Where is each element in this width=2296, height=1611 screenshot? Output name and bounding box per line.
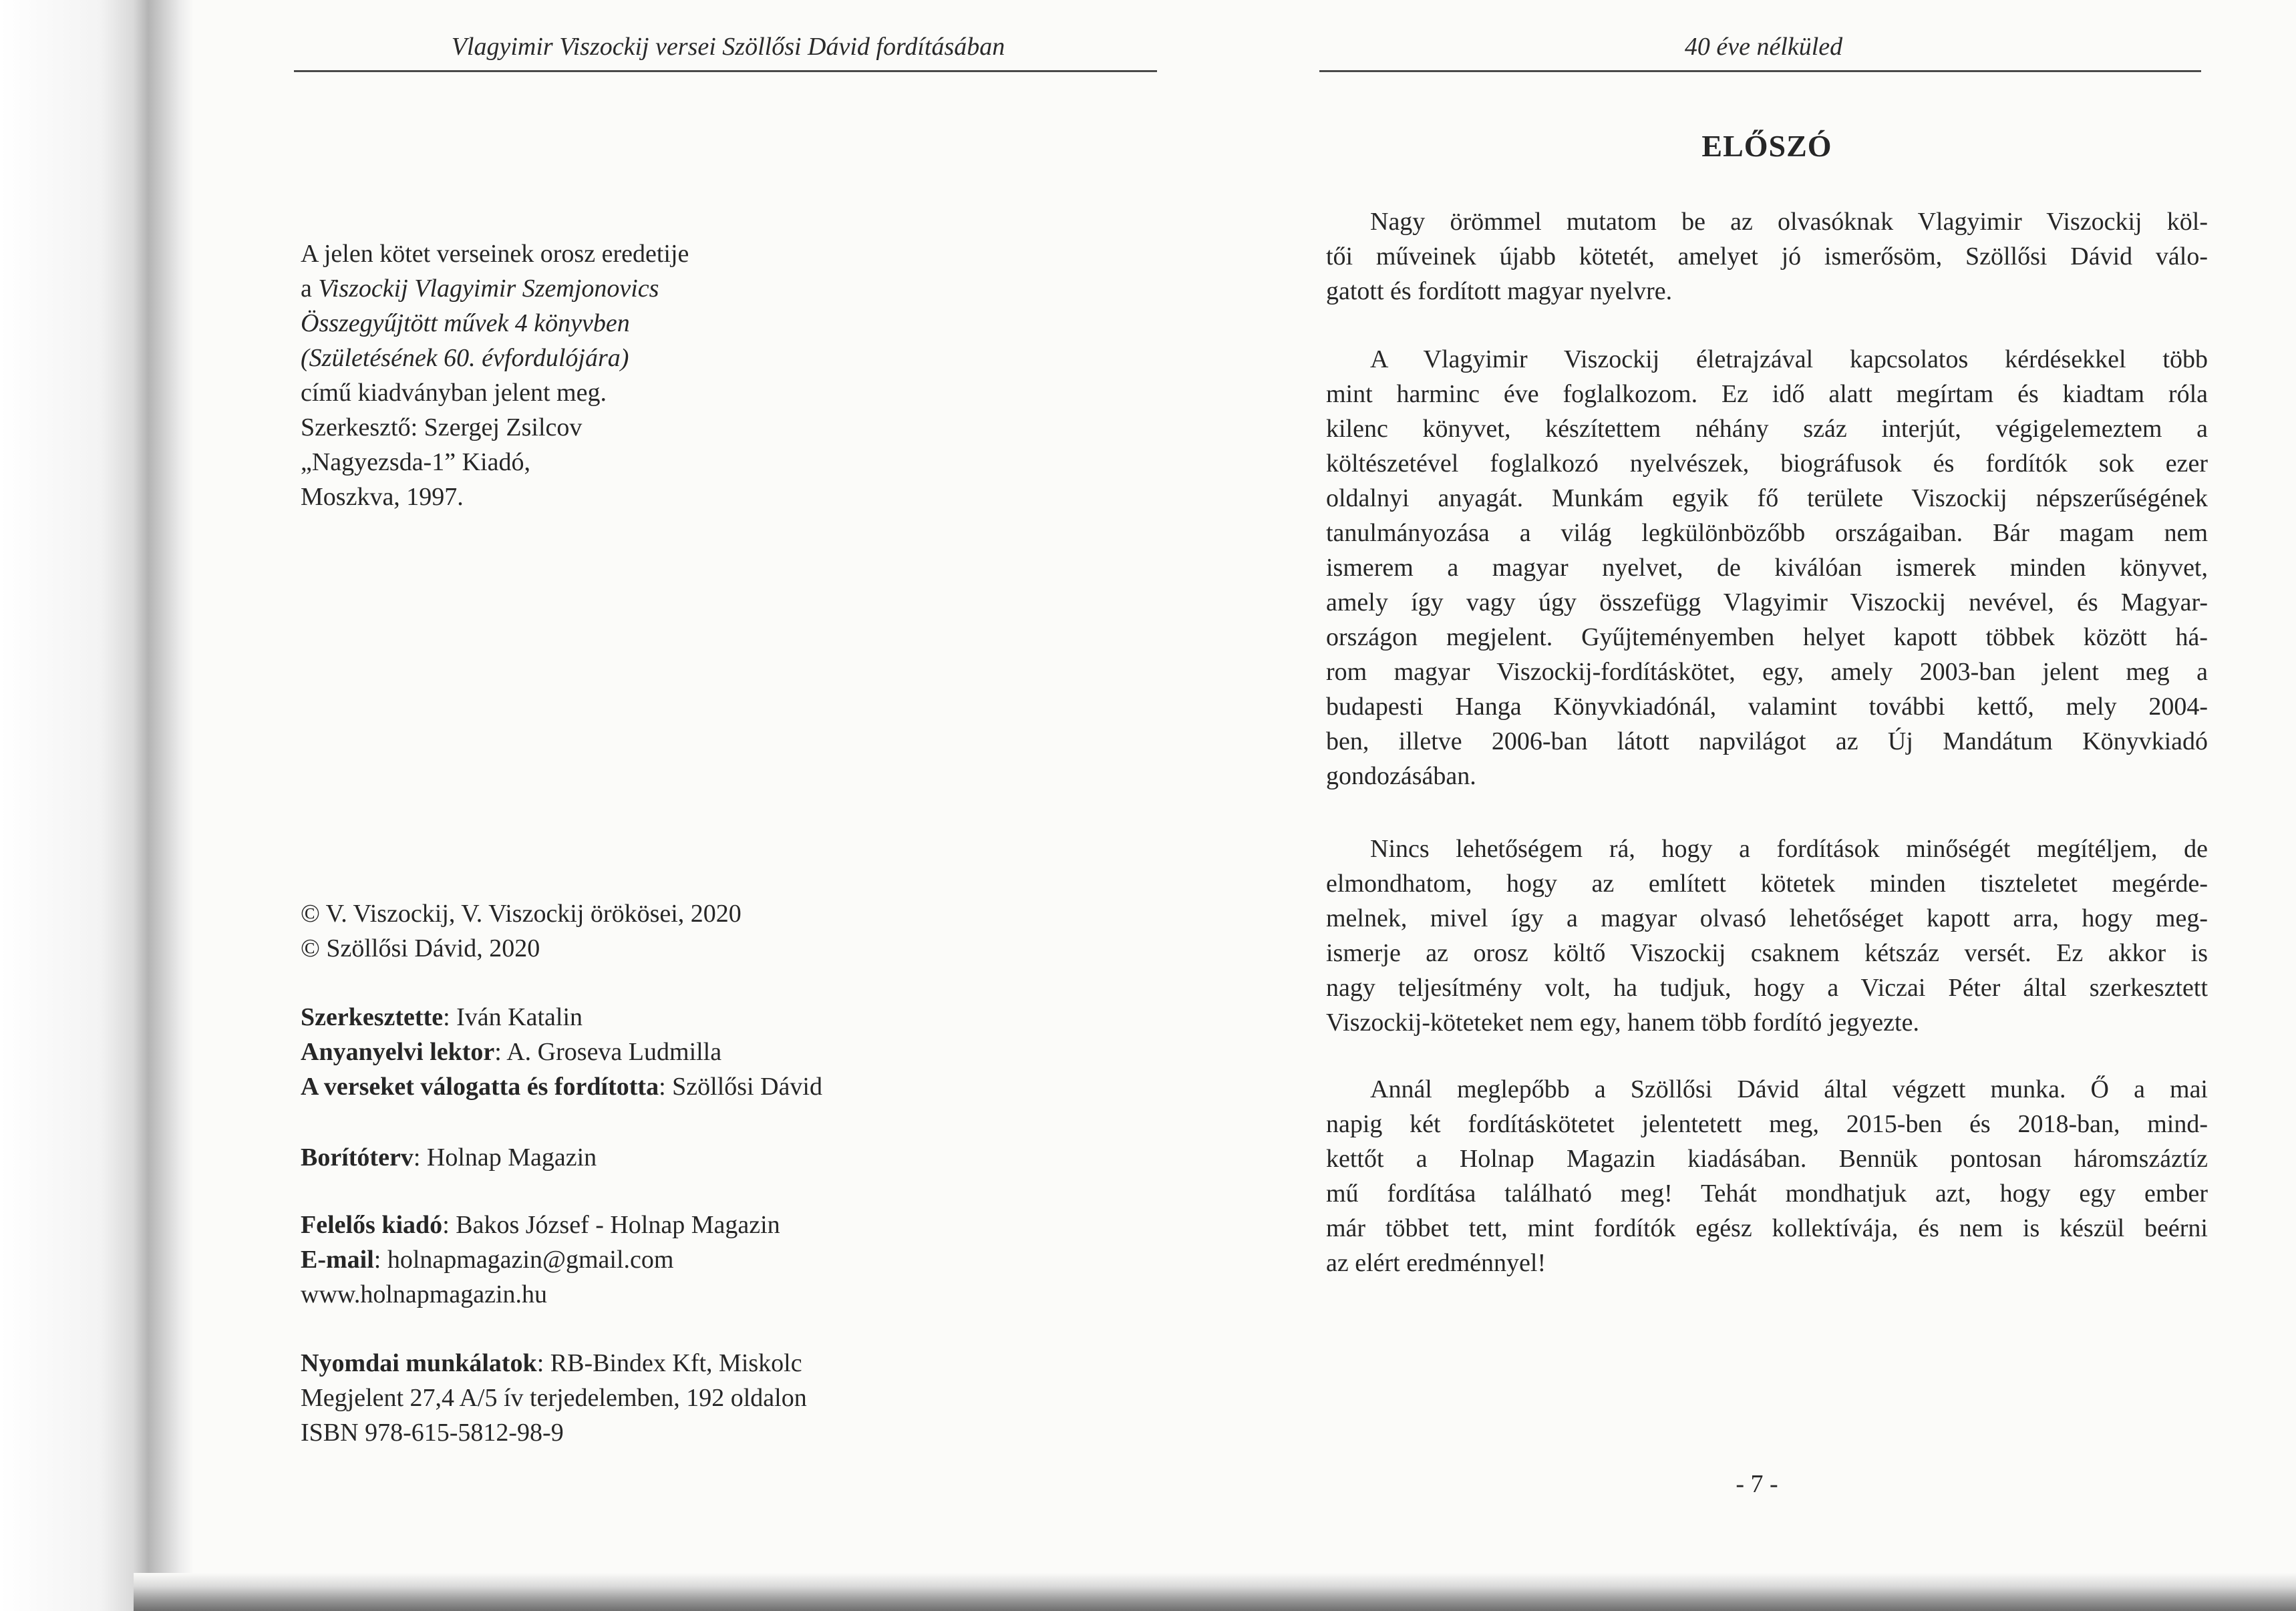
paragraph-line: kettőt a Holnap Magazin kiadásában. Bennük pontosan háromszáztíz — [1326, 1145, 2208, 1173]
paragraph-line: A Vlagyimir Viszockij életrajzával kapcsolatos kérdésekkel több — [1370, 345, 2208, 373]
credit-value: : Holnap Magazin — [413, 1143, 597, 1172]
paragraph-2 — [1326, 342, 2208, 793]
publisher-block — [301, 1208, 780, 1312]
paragraph-line: amely így vagy úgy összefügg Vlagyimir Viszockij nevével, és Magyar- — [1326, 588, 2208, 616]
page-number: - 7 - — [1736, 1470, 1778, 1498]
left-running-head: Vlagyimir Viszockij versei Szöllősi Dávid fordításában — [451, 33, 1005, 61]
credit-cover — [301, 1140, 597, 1175]
source-note-line: A jelen kötet verseinek orosz eredetije — [301, 240, 689, 268]
credits-block — [301, 1000, 822, 1104]
cover-credit — [301, 1140, 597, 1175]
paragraph-line: Annál meglepőbb a Szöllősi Dávid által végzett munka. Ő a mai — [1370, 1075, 2208, 1103]
paragraph-line: mű fordítása található meg! Tehát mondhatjuk azt, hogy egy ember — [1326, 1180, 2208, 1208]
paragraph-line: melnek, mivel így a magyar olvasó lehetőséget kapott arra, hogy meg- — [1326, 904, 2208, 932]
credit-edited — [301, 1000, 822, 1035]
paragraph-line: országon megjelent. Gyűjteményemben helyet kapott többek között há- — [1326, 623, 2208, 651]
paragraph-line: gondozásában. — [1326, 762, 1476, 790]
credit-label: Felelős kiadó — [301, 1211, 443, 1239]
paragraph-line: Viszockij-köteteket nem egy, hanem több fordító jegyezte. — [1326, 1009, 1919, 1037]
copyright-line: © V. Viszockij, V. Viszockij örökösei, 2020 — [301, 900, 742, 928]
credit-selected — [301, 1069, 822, 1104]
credit-publisher — [301, 1208, 780, 1242]
source-note-line: Összegyűjtött művek 4 könyvben — [301, 309, 630, 337]
source-note-line: Moszkva, 1997. — [301, 483, 464, 511]
credit-value: : RB-Bindex Kft, Miskolc — [536, 1349, 802, 1377]
paragraph-line: Nagy örömmel mutatom be az olvasóknak Vlagyimir Viszockij köl- — [1370, 208, 2208, 236]
left-head-rule — [294, 70, 1157, 72]
paragraph-line: oldalnyi anyagát. Munkám egyik fő területe Viszockij népszerűségének — [1326, 484, 2208, 512]
paragraph-line: az elért eredménnyel! — [1326, 1249, 1546, 1277]
paragraph-line: nagy teljesítmény volt, ha tudjuk, hogy a Viczai Péter által szerkesztett — [1326, 974, 2208, 1002]
source-note-prefix: a — [301, 275, 319, 303]
credit-isbn: ISBN 978-615-5812-98-9 — [301, 1419, 564, 1447]
credit-value: : Szöllősi Dávid — [659, 1073, 822, 1101]
copyright-block — [301, 896, 742, 966]
paragraph-line: ismerje az orosz költő Viszockij csaknem kétszáz versét. Ez akkor is — [1326, 939, 2208, 967]
credit-value: : holnapmagazin@gmail.com — [373, 1246, 674, 1274]
credit-lector — [301, 1035, 822, 1069]
scan-bottom-shadow — [134, 1573, 2296, 1611]
source-note-line: (Születésének 60. évfordulójára) — [301, 344, 629, 372]
credit-value: : Iván Katalin — [443, 1003, 583, 1031]
right-running-head: 40 éve nélküled — [1684, 33, 1843, 61]
paragraph-3 — [1326, 832, 2208, 1040]
paragraph-line: tanulmányozása a világ legkülönbözőbb országaiban. Bár magam nem — [1326, 519, 2208, 547]
credit-published: Megjelent 27,4 A/5 ív terjedelemben, 192 oldalon — [301, 1384, 807, 1412]
paragraph-line: gatott és fordított magyar nyelvre. — [1326, 277, 1673, 305]
source-note-line — [301, 271, 689, 306]
paragraph-line: már többet tett, mint fordítók egész kollektívája, és nem is készül beérni — [1326, 1214, 2208, 1242]
credit-website: www.holnapmagazin.hu — [301, 1280, 547, 1308]
credit-label: Nyomdai munkálatok — [301, 1349, 537, 1377]
paragraph-4 — [1326, 1072, 2208, 1280]
paragraph-line: kilenc könyvet, készítettem néhány száz interjút, végigelemeztem a — [1326, 415, 2208, 443]
paragraph-line: budapesti Hanga Könyvkiadónál, valamint további kettő, mely 2004- — [1326, 693, 2208, 721]
paragraph-line: Nincs lehetőségem rá, hogy a fordítások minőségét megítéljem, de — [1370, 835, 2208, 863]
paragraph-line: költészetével foglalkozó nyelvészek, biográfusok és fordítók sok ezer — [1326, 450, 2208, 478]
credit-label: E-mail — [301, 1246, 374, 1274]
paragraph-1 — [1326, 204, 2208, 309]
credit-label: Szerkesztette — [301, 1003, 444, 1031]
right-head-rule — [1319, 70, 2201, 72]
print-block — [301, 1346, 807, 1450]
scan-gutter-shadow — [0, 0, 194, 1611]
credit-value: : Bakos József - Holnap Magazin — [442, 1211, 780, 1239]
paragraph-line: napig két fordításkötetet jelentetett meg, 2015-ben és 2018-ban, mind- — [1326, 1110, 2208, 1138]
paragraph-line: ben, illetve 2006-ban látott napvilágot az Új Mandátum Könyvkiadó — [1326, 727, 2208, 755]
paragraph-line: tői műveinek újabb kötetét, amelyet jó ismerősöm, Szöllősi Dávid válo- — [1326, 242, 2208, 271]
credit-value: : A. Groseva Ludmilla — [494, 1038, 722, 1066]
credit-label: A verseket válogatta és fordította — [301, 1073, 659, 1101]
copyright-line: © Szöllősi Dávid, 2020 — [301, 934, 540, 962]
source-note-italic: Viszockij Vlagyimir Szemjonovics — [318, 275, 659, 303]
credit-print — [301, 1346, 807, 1381]
credit-label: Anyanyelvi lektor — [301, 1038, 495, 1066]
source-note-line: „Nagyezsda-1” Kiadó, — [301, 448, 530, 476]
source-note — [301, 236, 689, 514]
credit-label: Borítóterv — [301, 1143, 414, 1172]
paragraph-line: mint harminc éve foglalkozom. Ez idő alatt megírtam és kiadtam róla — [1326, 380, 2208, 408]
section-title: ELŐSZÓ — [1701, 129, 1832, 163]
source-note-line: című kiadványban jelent meg. — [301, 379, 607, 407]
credit-email — [301, 1242, 780, 1277]
paragraph-line: rom magyar Viszockij-fordításkötet, egy, amely 2003-ban jelent meg a — [1326, 658, 2208, 686]
paragraph-line: ismerem a magyar nyelvet, de kiválóan ismerek minden könyvet, — [1326, 554, 2208, 582]
paragraph-line: elmondhatom, hogy az említett kötetek minden tiszteletet megérde- — [1326, 870, 2208, 898]
source-note-line: Szerkesztő: Szergej Zsilcov — [301, 413, 583, 441]
